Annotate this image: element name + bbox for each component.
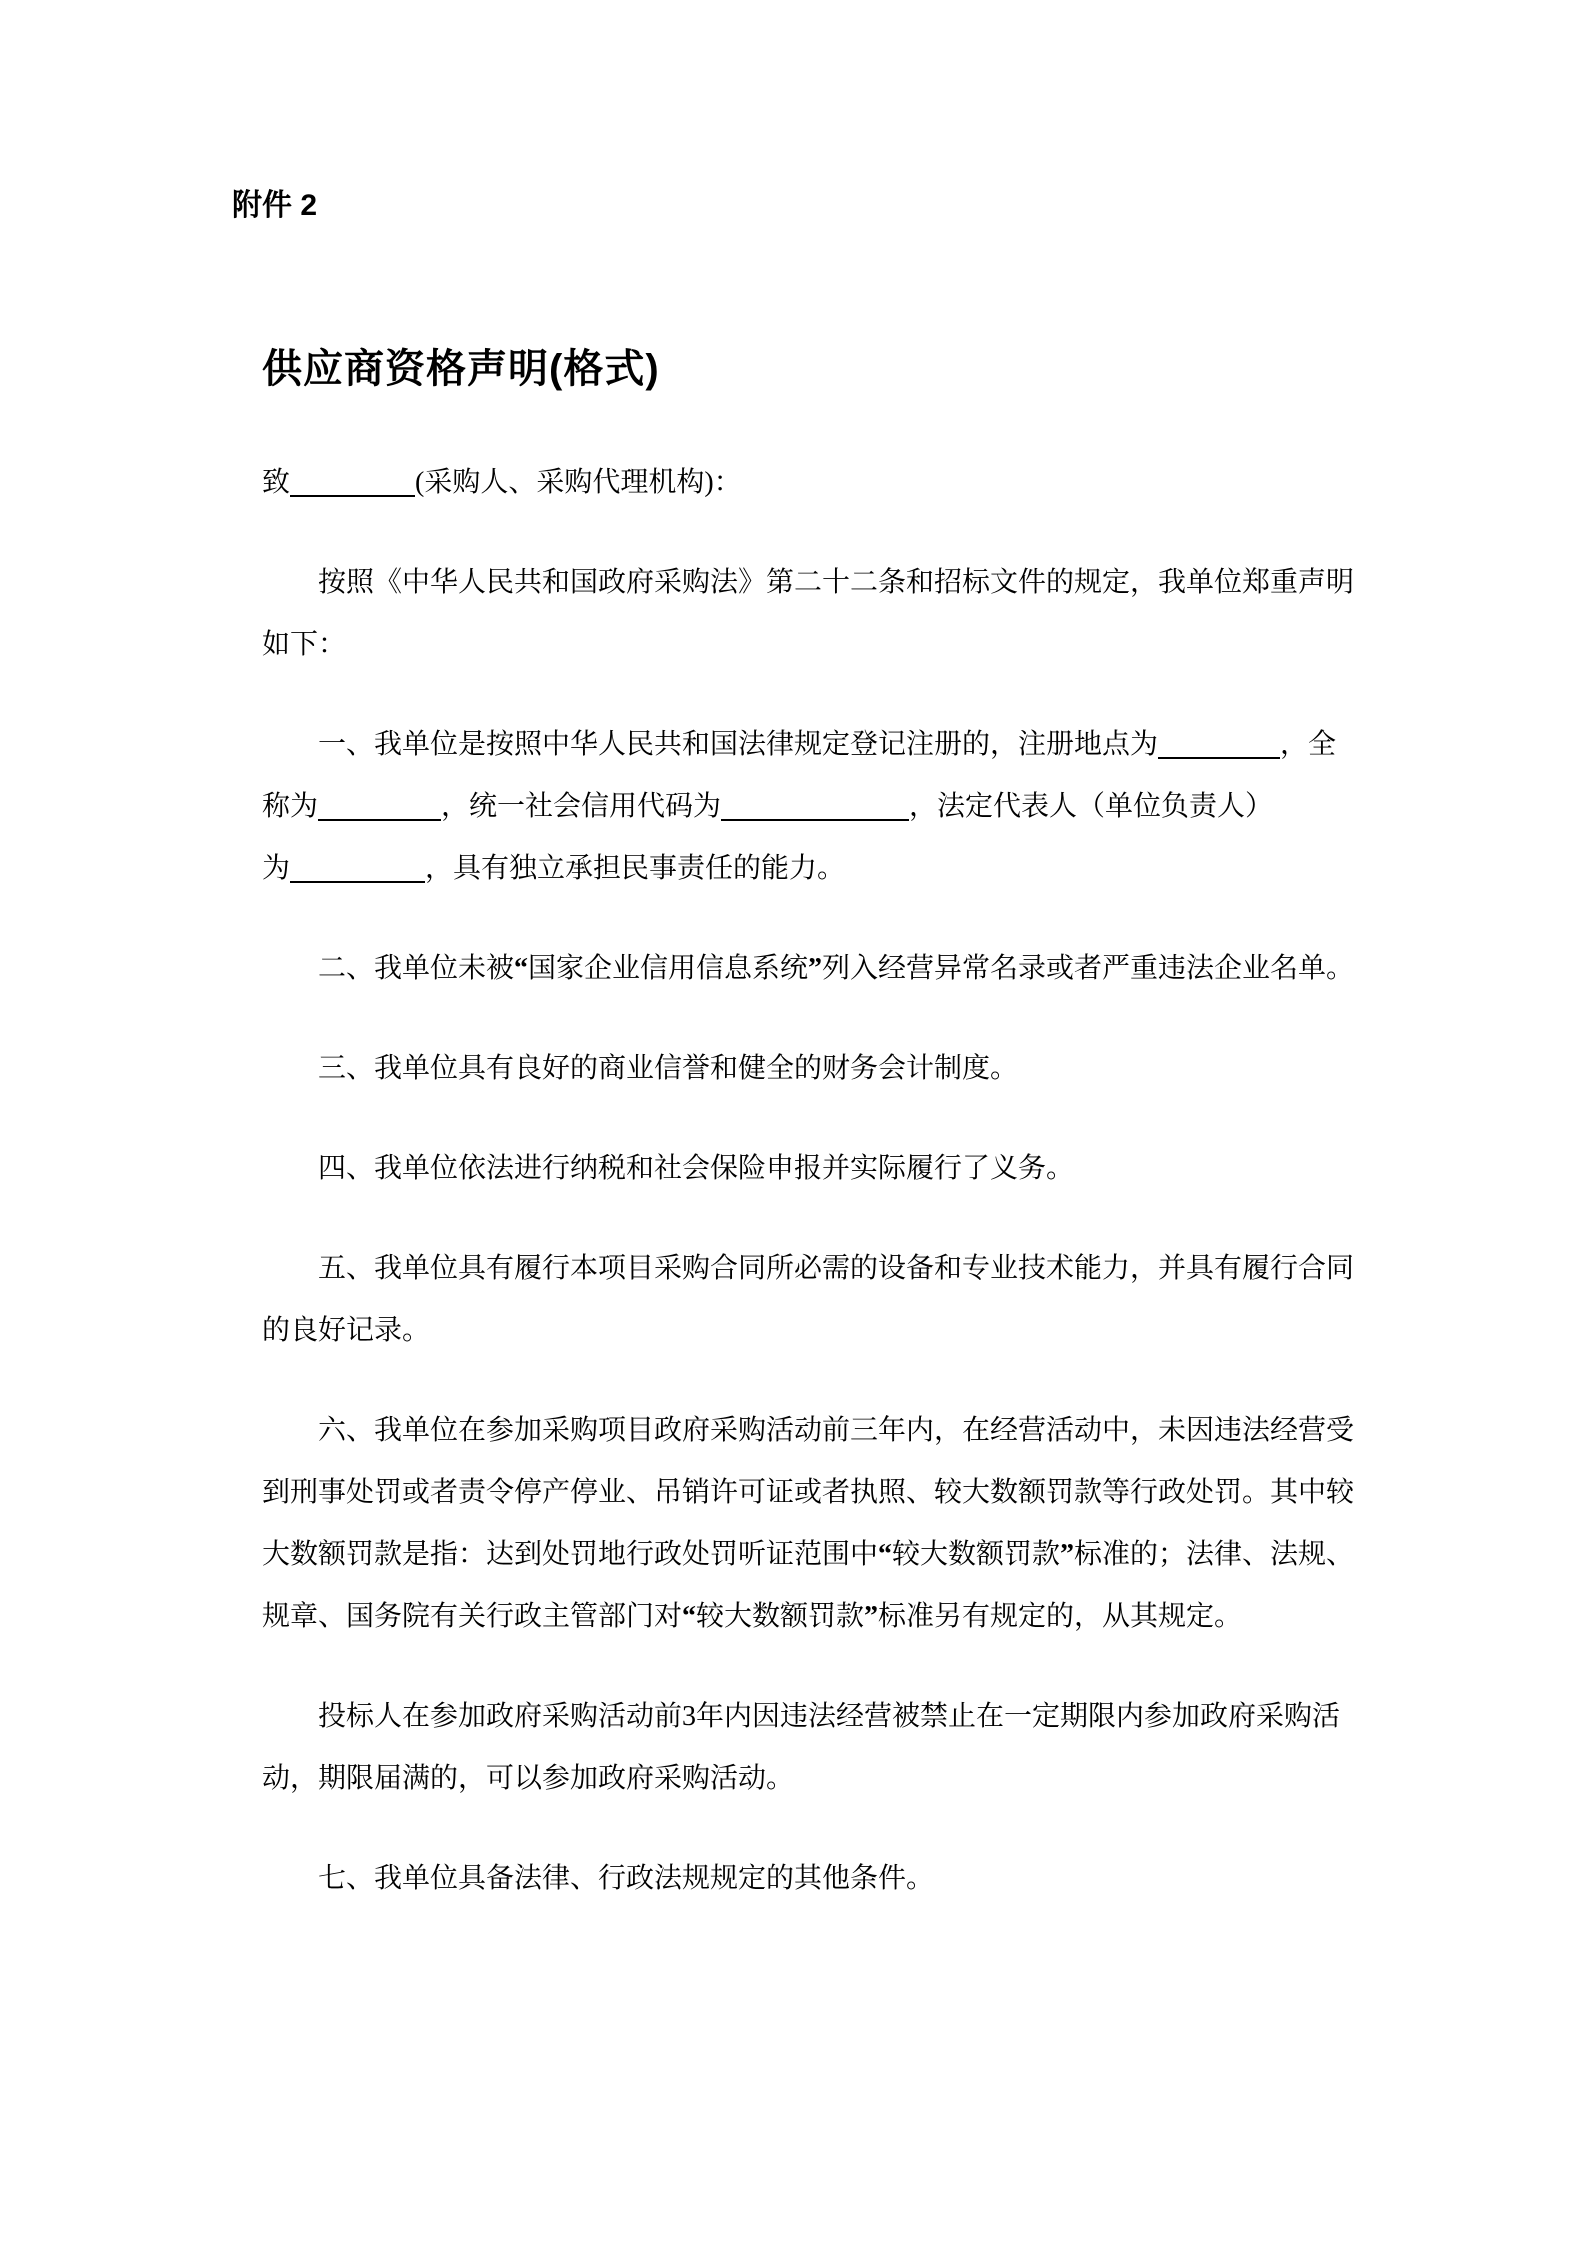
text-run: 标准的；法律、法规、 — [1074, 1539, 1355, 1570]
text-line — [262, 838, 1407, 900]
text-run: 较大数额罚款 — [696, 1601, 865, 1632]
text-line — [262, 614, 1407, 676]
fill-in-blank — [318, 819, 441, 821]
salutation-line — [262, 452, 1407, 514]
text-run: 六、我单位在参加采购项目政府采购活动前三年内，在经营活动中，未因违法经营受 — [318, 1415, 1355, 1446]
text-run: 三、我单位具有良好的商业信誉和健全的财务会计制度。 — [318, 1053, 1019, 1084]
bold-quote-mark: ” — [864, 1601, 879, 1632]
bidder-note-paragraph — [262, 1686, 1407, 1810]
text-line — [262, 1524, 1407, 1586]
text-run: 四、我单位依法进行纳税和社会保险申报并实际履行了义务。 — [318, 1153, 1075, 1184]
text-run: ，统一社会信用代码为 — [441, 791, 722, 822]
fill-in-blank — [721, 819, 909, 821]
text-line — [262, 1748, 1407, 1810]
text-line — [262, 1400, 1407, 1462]
text-line — [262, 1038, 1407, 1100]
text-run: 一、我单位是按照中华人民共和国法律规定登记注册的，注册地点为 — [318, 729, 1159, 760]
text-run: 标准另有规定的，从其规定。 — [878, 1601, 1243, 1632]
text-run: 如下： — [262, 629, 347, 660]
text-run: 较大数额罚款 — [892, 1539, 1061, 1570]
text-line — [262, 714, 1407, 776]
text-run: 为 — [262, 853, 291, 884]
item-6-paragraph — [262, 1400, 1407, 1648]
text-run: 投标人在参加政府采购活动前3年内因违法经营被禁止在一定期限内参加政府采购活 — [318, 1701, 1341, 1732]
text-line — [262, 1848, 1407, 1910]
item-3-paragraph — [262, 1038, 1407, 1100]
text-run: 规章、国务院有关行政主管部门对 — [262, 1601, 683, 1632]
text-run: ，全 — [1280, 729, 1337, 760]
text-run: 七、我单位具备法律、行政法规规定的其他条件。 — [318, 1863, 935, 1894]
text-run: 称为 — [262, 791, 319, 822]
text-run: 二、我单位未被 — [318, 953, 515, 984]
fill-in-blank — [1158, 757, 1280, 759]
text-run: 大数额罚款是指：达到处罚地行政处罚听证范围中 — [262, 1539, 879, 1570]
text-line — [262, 1586, 1407, 1648]
text-run: 国家企业信用信息系统 — [528, 953, 809, 984]
text-line — [262, 1138, 1407, 1200]
text-run: 到刑事处罚或者责令停产停业、吊销许可证或者执照、较大数额罚款等行政处罚。其中较 — [262, 1477, 1355, 1508]
fill-in-blank — [290, 881, 425, 883]
text-run: 列入经营异常名录或者严重违法企业名单。 — [822, 953, 1355, 984]
item-1-paragraph — [262, 714, 1407, 900]
preamble-paragraph — [262, 552, 1407, 676]
item-2-paragraph — [262, 938, 1407, 1000]
text-run: ，具有独立承担民事责任的能力。 — [425, 853, 846, 884]
text-run: 五、我单位具有履行本项目采购合同所必需的设备和专业技术能力，并具有履行合同 — [318, 1253, 1355, 1284]
bold-quote-mark: “ — [682, 1601, 697, 1632]
document-body — [262, 452, 1407, 1910]
bold-quote-mark: “ — [514, 953, 529, 984]
text-run: 按照《中华人民共和国政府采购法》第二十二条和招标文件的规定，我单位郑重声明 — [318, 567, 1355, 598]
text-line — [262, 1300, 1407, 1362]
text-line — [262, 776, 1407, 838]
bold-quote-mark: ” — [1060, 1539, 1075, 1570]
text-run: (采购人、采购代理机构)： — [415, 467, 742, 498]
bold-quote-mark: ” — [808, 953, 823, 984]
attachment-label: 附件 2 — [232, 189, 318, 222]
document-title: 供应商资格声明(格式) — [262, 347, 660, 391]
text-run: 的良好记录。 — [262, 1315, 431, 1346]
text-line — [262, 1686, 1407, 1748]
item-4-paragraph — [262, 1138, 1407, 1200]
item-5-paragraph — [262, 1238, 1407, 1362]
text-line — [262, 552, 1407, 614]
text-run: 致 — [262, 467, 291, 498]
text-line — [262, 938, 1407, 1000]
text-line — [262, 452, 1407, 514]
text-run: ，法定代表人（单位负责人） — [909, 791, 1274, 822]
fill-in-blank — [290, 495, 415, 497]
text-run: 动，期限届满的，可以参加政府采购活动。 — [262, 1763, 795, 1794]
text-line — [262, 1462, 1407, 1524]
item-7-paragraph — [262, 1848, 1407, 1910]
text-line — [262, 1238, 1407, 1300]
bold-quote-mark: “ — [878, 1539, 893, 1570]
